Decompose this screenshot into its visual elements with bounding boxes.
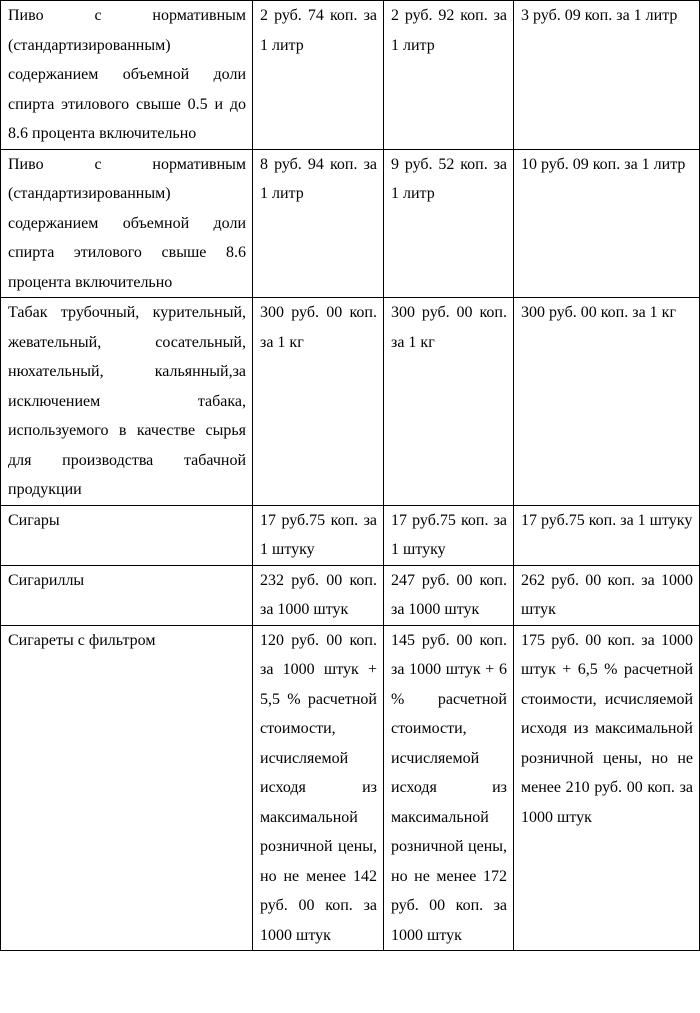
table-row bbox=[1, 625, 700, 951]
table-row bbox=[1, 1, 700, 150]
table-row bbox=[1, 298, 700, 506]
rate-cell: 2 руб. 74 коп. за 1 литр bbox=[253, 1, 384, 150]
rate-cell: 17 руб.75 коп. за 1 штуку bbox=[253, 505, 384, 565]
rate-cell: 3 руб. 09 коп. за 1 литр bbox=[514, 1, 700, 150]
rate-cell: 120 руб. 00 коп. за 1000 штук + 5,5 % расчетной стоимости, исчисляемой исходя из максимальной розничной цены, но не менее 142 руб. 00 коп. за 1000 штук bbox=[253, 625, 384, 951]
product-cell: Табак трубочный, курительный, жевательный, сосательный, нюхательный, кальянный,за исключением табака, используемого в качестве сырья для производства табачной продукции bbox=[1, 298, 253, 506]
product-cell: Сигары bbox=[1, 505, 253, 565]
rate-cell: 10 руб. 09 коп. за 1 литр bbox=[514, 149, 700, 298]
rate-cell: 175 руб. 00 коп. за 1000 штук + 6,5 % расчетной стоимости, исчисляемой исходя из максимальной розничной цены, но не менее 210 руб. 00 коп. за 1000 штук bbox=[514, 625, 700, 951]
rate-cell: 232 руб. 00 коп. за 1000 штук bbox=[253, 565, 384, 625]
rate-cell: 17 руб.75 коп. за 1 штуку bbox=[514, 505, 700, 565]
product-cell: Сигареты с фильтром bbox=[1, 625, 253, 951]
rate-cell: 8 руб. 94 коп. за 1 литр bbox=[253, 149, 384, 298]
table-row bbox=[1, 505, 700, 565]
rate-cell: 300 руб. 00 коп. за 1 кг bbox=[514, 298, 700, 506]
rate-cell: 9 руб. 52 коп. за 1 литр bbox=[384, 149, 514, 298]
product-cell: Пиво с нормативным (стандартизированным) содержанием объемной доли спирта этилового свыше 0.5 и до 8.6 процента включительно bbox=[1, 1, 253, 150]
table-row bbox=[1, 565, 700, 625]
rate-cell: 145 руб. 00 коп. за 1000 штук + 6 % расчетной стоимости, исчисляемой исходя из максимальной розничной цены, но не менее 172 руб. 00 коп. за 1000 штук bbox=[384, 625, 514, 951]
rate-cell: 262 руб. 00 коп. за 1000 штук bbox=[514, 565, 700, 625]
table-row bbox=[1, 149, 700, 298]
rate-cell: 300 руб. 00 коп. за 1 кг bbox=[253, 298, 384, 506]
rate-cell: 247 руб. 00 коп. за 1000 штук bbox=[384, 565, 514, 625]
product-cell: Сигариллы bbox=[1, 565, 253, 625]
rate-cell: 2 руб. 92 коп. за 1 литр bbox=[384, 1, 514, 150]
rate-cell: 300 руб. 00 коп. за 1 кг bbox=[384, 298, 514, 506]
rate-cell: 17 руб.75 коп. за 1 штуку bbox=[384, 505, 514, 565]
product-cell: Пиво с нормативным (стандартизированным) содержанием объемной доли спирта этилового свыше 8.6 процента включительно bbox=[1, 149, 253, 298]
